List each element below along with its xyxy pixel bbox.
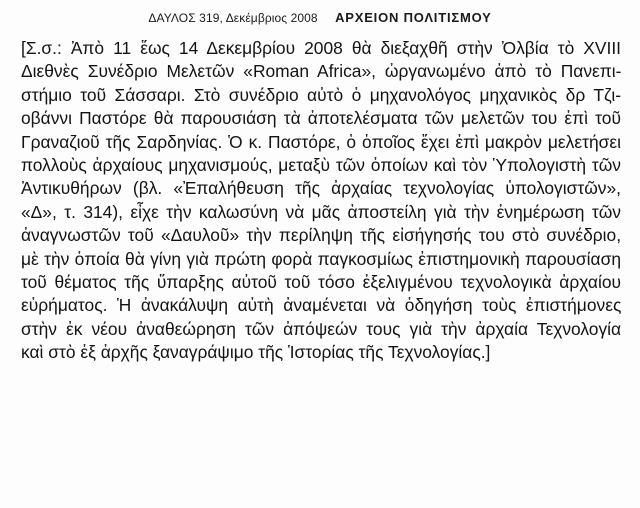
article-line: καὶ στὸ ἐξ ἀρχῆς ξαναγράψιμο τῆς Ἱστορίας τῆς Τεχνολογίας.] (21, 342, 491, 363)
article-line: εὑρήματος. Ἡ ἀνακάλυψη αὐτὴ ἀναμένεται νὰ ὁδηγήση τοὺς ἐπιστήμονες (21, 295, 622, 316)
section-title: ΑΡΧΕΙΟΝ ΠΟΛΙΤΙΣΜΟΥ (335, 10, 492, 25)
page-header (0, 10, 640, 25)
article-line: ἀναγνωστῶν τοῦ «Δαυλοῦ» τὴν περίληψη τῆς εἰσήγησής του στὸ συνέδριο, (21, 225, 622, 246)
article-line: τοῦ θέματος τῆς ὕπαρξης αὐτοῦ τοῦ τόσο ἐξελιγμένου τεχνολογικὰ ἀρχαίου (21, 271, 621, 292)
article-line: Ἀντικυθήρων (βλ. «Ἐπαλήθευση τῆς ἀρχαίας τεχνολογίας ὑπολογιστῶν», (21, 178, 621, 199)
article-line: [Σ.σ.: Ἀπὸ 11 ἕως 14 Δεκεμβρίου 2008 θὰ διεξαχθῆ στὴν Ὀλβία τὸ XVIII (21, 38, 621, 58)
publication-info: ΔΑΥΛΟΣ 319, Δεκέμβριος 2008 (148, 11, 318, 25)
article-body (21, 37, 621, 364)
article-line: οβάννι Παστόρε θὰ παρουσιάση τὰ ἀποτελέσματα τῶν μελετῶν του ἐπὶ τοῦ (21, 108, 621, 129)
article-line: στήμιο τοῦ Σάσσαρι. Στὸ συνέδριο αὐτὸ ὁ μηχανολόγος μηχανικὸς δρ Τζι- (21, 84, 621, 105)
article-line: Γραναζιοῦ τῆς Σαρδηνίας. Ὁ κ. Παστόρε, ὁ ὁποῖος ἔχει ἐπὶ μακρὸν μελετήσει (21, 131, 621, 152)
article-line: «Δ», τ. 314), εἶχε τὴν καλωσύνη νὰ μᾶς ἀποστείλη γιὰ τὴν ἐνημέρωση τῶν (21, 201, 621, 222)
article-line: Διεθνὲς Συνέδριο Μελετῶν «Roman Africa», ὠργανωμένο ἀπὸ τὸ Πανεπι- (21, 61, 622, 82)
article-line: στὴν ἐκ νέου ἀναθεώρηση τῶν ἀπόψεών τους γιὰ τὴν ἀρχαία Τεχνολογία (21, 318, 622, 339)
article-line: πολλοὺς ἀρχαίους μηχανισμούς, μεταξὺ τῶν ὁποίων καὶ τὸν Ὑπολογιστὴ τῶν (21, 154, 621, 175)
article-line: μὲ τὴν ὁποία θὰ γίνη γιὰ πρώτη φορὰ παγκοσμίως ἐπιστημονικὴ παρουσίαση (21, 248, 621, 269)
